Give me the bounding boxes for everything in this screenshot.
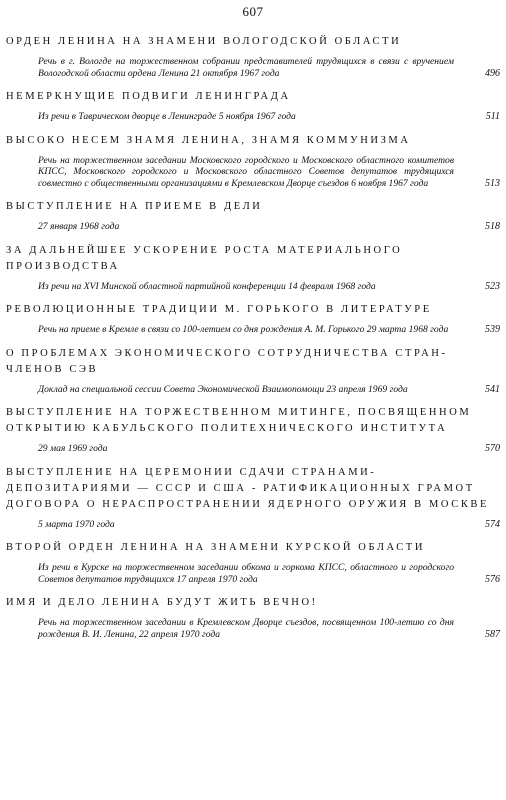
entry-title: ВЫСОКО НЕСЕМ ЗНАМЯ ЛЕНИНА, ЗНАМЯ КОММУНИЗМА (6, 134, 411, 146)
entry-page-number: 523 (485, 280, 500, 292)
entry-page-number: 576 (485, 573, 500, 585)
entry-title: ВЫСТУПЛЕНИЕ НА ТОРЖЕСТВЕННОМ МИТИНГЕ, ПОСВЯЩЕННОМ ОТКРЫТИЮ КАБУЛЬСКОГО ПОЛИТЕХНИЧЕСКОГО ИНСТИТУТА (6, 407, 472, 434)
entry-title: ИМЯ И ДЕЛО ЛЕНИНА БУДУТ ЖИТЬ ВЕЧНО! (6, 597, 318, 608)
toc-entry (6, 595, 500, 640)
toc-entry (6, 465, 500, 531)
entry-description: Доклад на специальной сессии Совета Экономической Взаимопомощи 23 апреля 1969 года (38, 383, 408, 395)
entry-page-number: 574 (485, 518, 500, 530)
toc-entry (6, 540, 500, 585)
entry-description: Речь на торжественном заседании в Кремлевском Дворце съездов, посвященном 100-летию со дня рождения В. И. Ленина, 22 апреля 1970 года (38, 617, 454, 640)
entry-description: Из речи на XVI Минской областной партийной конференции 14 февраля 1968 года (38, 280, 376, 292)
entry-title: О ПРОБЛЕМАХ ЭКОНОМИЧЕСКОГО СОТРУДНИЧЕСТВА СТРАН-ЧЛЕНОВ СЭВ (6, 347, 448, 375)
entry-title: ВТОРОЙ ОРДЕН ЛЕНИНА НА ЗНАМЕНИ КУРСКОЙ ОБЛАСТИ (6, 542, 426, 553)
toc-entry (6, 34, 500, 79)
toc-entry (6, 302, 500, 336)
toc-entry (6, 133, 500, 190)
toc-entry (6, 346, 500, 396)
entry-title: ОРДЕН ЛЕНИНА НА ЗНАМЕНИ ВОЛОГОДСКОЙ ОБЛАСТИ (6, 36, 402, 47)
entry-page-number: 511 (485, 111, 500, 122)
entry-description: Из речи в Курске на торжественном заседании обкома и горкома КПСС, областного и городского Советов депутатов трудящихся 17 апреля 1970 года (38, 562, 454, 585)
entry-description: Речь в г. Вологде на торжественном собрании представителей трудящихся в связи с вручением Вологодской области ордена Ленина 21 октября 1967 года (38, 56, 454, 79)
entry-description: Речь на приеме в Кремле в связи со 100-летием со дня рождения А. М. Горького 29 марта 1968 года (38, 324, 449, 335)
entry-page-number: 587 (485, 628, 500, 640)
entry-page-number: 496 (485, 67, 500, 79)
page-number: 607 (242, 4, 264, 19)
entry-title: ВЫСТУПЛЕНИЕ НА ПРИЕМЕ В ДЕЛИ (6, 201, 263, 212)
entry-description: 29 мая 1969 года (38, 443, 108, 454)
entry-page-number: 513 (485, 177, 500, 189)
entry-description: 5 марта 1970 года (38, 518, 115, 530)
entry-title: ВЫСТУПЛЕНИЕ НА ЦЕРЕМОНИИ СДАЧИ СТРАНАМИ-ДЕПОЗИТАРИЯМИ — СССР И США - РАТИФИКАЦИОННЫХ ГРАМОТ ДОГОВОРА О НЕРАСПРОСТРАНЕНИИ ЯДЕРНОГО ОРУЖИЯ В МОСКВЕ (6, 466, 490, 510)
table-of-contents (6, 34, 500, 650)
entry-description: Из речи в Таврическом дворце в Ленинграде 5 ноября 1967 года (38, 111, 296, 122)
entry-page-number: 570 (485, 443, 500, 454)
entry-title: ЗА ДАЛЬНЕЙШЕЕ УСКОРЕНИЕ РОСТА МАТЕРИАЛЬНОГО ПРОИЗВОДСТВА (6, 244, 403, 272)
toc-entry (6, 405, 500, 455)
entry-page-number: 541 (485, 383, 500, 395)
toc-entry (6, 199, 500, 233)
entry-description: 27 января 1968 года (38, 221, 120, 232)
toc-entry (6, 89, 500, 123)
entry-description: Речь на торжественном заседании Московского городского и Московского областного комитетов КПСС, Московского городского и Московского областного Советов депутатов трудящихся совместно с общественными организациями в Кремлевском Дворце съездов 6 ноября 1967 года (38, 154, 454, 189)
entry-title: РЕВОЛЮЦИОННЫЕ ТРАДИЦИИ М. ГОРЬКОГО В ЛИТЕРАТУРЕ (6, 304, 432, 315)
entry-title: НЕМЕРКНУЩИЕ ПОДВИГИ ЛЕНИНГРАДА (6, 91, 291, 102)
entry-page-number: 518 (485, 221, 500, 232)
toc-entry (6, 243, 500, 293)
entry-page-number: 539 (485, 324, 500, 335)
